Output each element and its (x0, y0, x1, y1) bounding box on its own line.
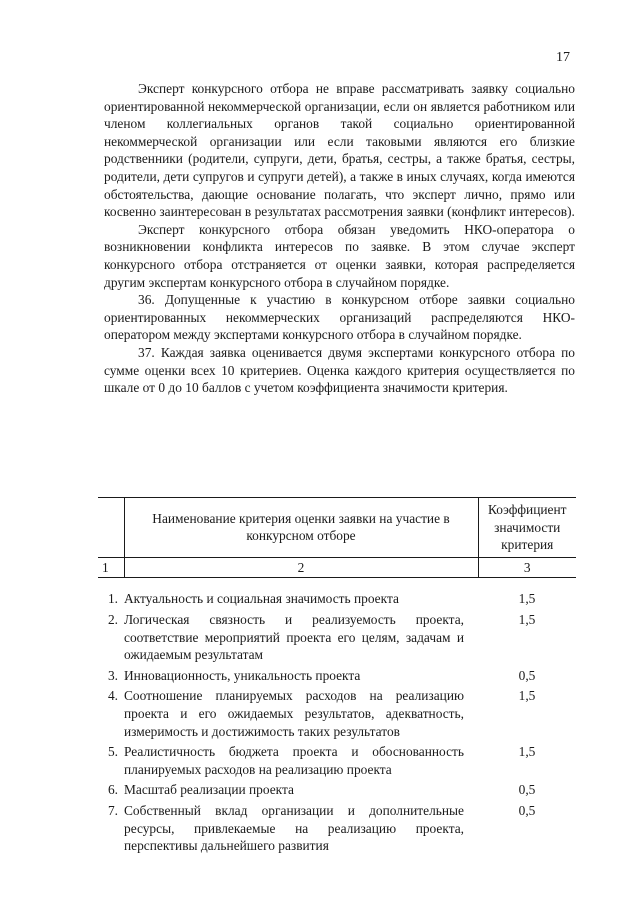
column-number-3: 3 (478, 557, 576, 578)
row-coefficient: 0,5 (518, 667, 536, 683)
row-number: 4. (107, 688, 118, 704)
row-number: 1. (107, 591, 118, 607)
header-coefficient: Коэффициент значимости критерия (478, 498, 576, 558)
row-criterion: Собственный вклад организации и дополнительные ресурсы, привлекаемые на реализацию проекта, перспективы дальнейшего развития (124, 802, 464, 854)
table-row (98, 687, 576, 743)
row-criterion: Соотношение планируемых расходов на реализацию проекта и его ожидаемых результатов, адекватность, измеримость и достижимость таких результатов (124, 688, 464, 739)
header-number-cell (98, 498, 124, 558)
table-row (98, 743, 576, 781)
paragraph-conflict-notice: Эксперт конкурсного отбора обязан уведомить НКО-оператора о возникновении конфликта интересов по заявке. В этом случае эксперт конкурсного отбора отстраняется от оценки заявки, которая распределяется другим экспертам конкурсного отбора в случайном порядке. (104, 221, 575, 290)
row-coefficient: 1,5 (518, 744, 536, 760)
row-criterion: Актуальность и социальная значимость проекта (124, 591, 399, 607)
row-number: 7. (107, 802, 118, 818)
row-coefficient: 0,5 (518, 802, 536, 818)
row-coefficient: 1,5 (518, 688, 536, 704)
row-criterion: Реалистичность бюджета проекта и обоснованность планируемых расходов на реализацию проекта (124, 744, 464, 777)
row-criterion: Масштаб реализации проекта (124, 782, 294, 798)
row-criterion: Инновационность, уникальность проекта (124, 667, 361, 683)
table-row (98, 611, 576, 667)
table-row (98, 781, 576, 802)
row-number: 6. (107, 782, 118, 798)
table-row (98, 578, 576, 611)
page-number: 17 (556, 50, 570, 65)
paragraph-item-37: 37. Каждая заявка оценивается двумя экспертами конкурсного отбора по сумме оценки всех 10 критериев. Оценка каждого критерия осуществляется по шкале от 0 до 10 баллов с учетом коэффициента значимости критерия. (104, 344, 575, 396)
row-number: 5. (107, 744, 118, 760)
criteria-table (98, 497, 576, 858)
paragraph-conflict-definition: Эксперт конкурсного отбора не вправе рассматривать заявку социально ориентированной некоммерческой организации, если он является работником или членом коллегиальных органов такой социально ориентированной некоммерческой организации или если таковыми являются его близкие родственники (родители, супруги, дети, братья, сестры, а также братья, сестры, родители, дети супругов и супруги детей), а также в иных случаях, когда имеются обстоятельства, дающие основание полагать, что эксперт лично, прямо или косвенно заинтересован в результатах рассмотрения заявки (конфликт интересов). (104, 81, 575, 220)
body-text (104, 80, 575, 397)
column-number-1: 1 (98, 557, 124, 578)
row-number: 3. (107, 667, 118, 683)
column-number-row (98, 557, 576, 578)
column-number-2: 2 (124, 557, 478, 578)
paragraph-item-36: 36. Допущенные к участию в конкурсном отборе заявки социально ориентированных некоммерческих организаций распределяются НКО-оператором между экспертами конкурсного отбора в случайном порядке. (104, 292, 575, 343)
row-number: 2. (107, 611, 118, 627)
row-coefficient: 1,5 (518, 591, 536, 607)
header-criterion-name: Наименование критерия оценки заявки на участие в конкурсном отборе (124, 498, 478, 558)
row-coefficient: 0,5 (518, 782, 536, 798)
table-row (98, 667, 576, 688)
table-header-row (98, 498, 576, 558)
table-row (98, 802, 576, 858)
row-coefficient: 1,5 (518, 611, 536, 627)
row-criterion: Логическая связность и реализуемость проекта, соответствие мероприятий проекта его целям, задачам и ожидаемым результатам (124, 611, 464, 663)
